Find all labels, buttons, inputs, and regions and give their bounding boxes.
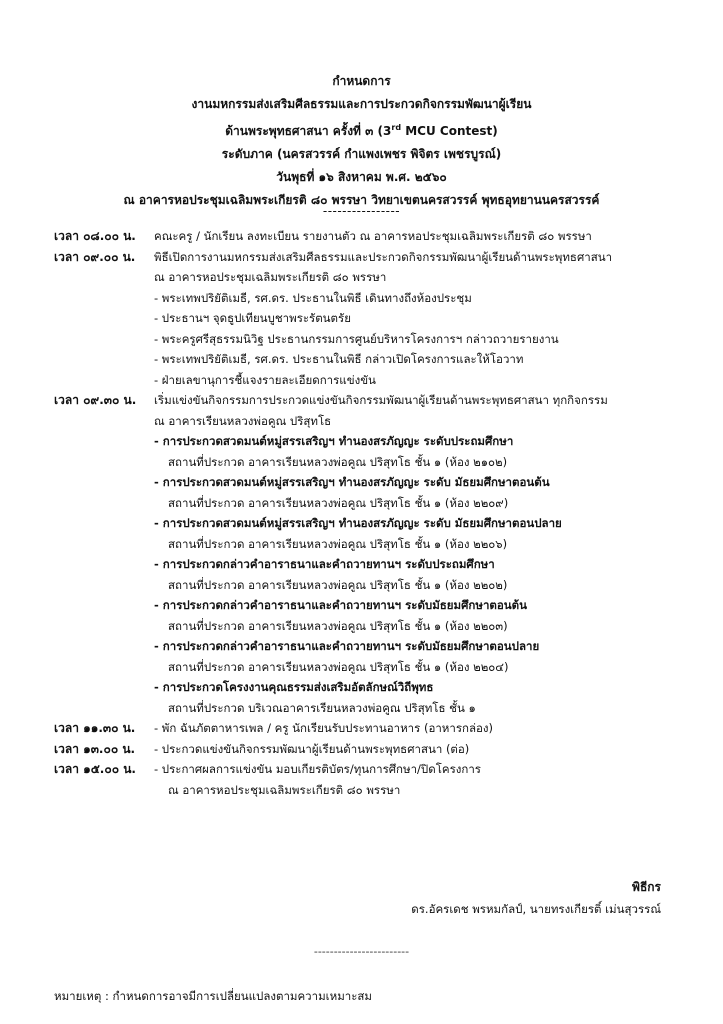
slot-time: เวลา ๐๙.๓๐ น. xyxy=(54,393,137,407)
slot-time: เวลา ๐๘.๐๐ น. xyxy=(54,229,136,243)
slot-location: ณ อาคารเรียนหลวงพ่อคูณ ปริสุทโธ xyxy=(154,413,332,428)
slot-text: - ประกาศผลการแข่งขัน มอบเกียรติบัตร/ทุนการศึกษา/ปิดโครงการ xyxy=(154,762,481,776)
contest-venue: สถานที่ประกวด อาคารเรียนหลวงพ่อคูณ ปริสุทโธ ชั้น ๑ (ห้อง ๒๑๐๒) xyxy=(168,454,508,469)
event-name: งานมหกรรมส่งเสริมศีลธรรมและการประกวดกิจกรรมพัฒนาผู้เรียน xyxy=(191,97,532,111)
footer-divider: ------------------------ xyxy=(313,945,410,958)
header-divider: ---------------- xyxy=(322,204,401,218)
contest-venue: สถานที่ประกวด อาคารเรียนหลวงพ่อคูณ ปริสุทโธ ชั้น ๑ (ห้อง ๒๒๐๔) xyxy=(168,659,509,674)
event-level: ระดับภาค (นครสวรรค์ กำแพงเพชร พิจิตร เพชรบูรณ์) xyxy=(221,147,502,161)
slot-time: เวลา ๑๓.๐๐ น. xyxy=(54,741,136,756)
mc-block xyxy=(411,876,661,920)
slot-text: - ประกวดแข่งขันกิจกรรมพัฒนาผู้เรียนด้านพระพุทธศาสนา (ต่อ) xyxy=(154,741,470,756)
contest-venue: สถานที่ประกวด บริเวณอาคารเรียนหลวงพ่อคูณ ปริสุทโธ ชั้น ๑ xyxy=(168,700,476,715)
contest-venue: สถานที่ประกวด อาคารเรียนหลวงพ่อคูณ ปริสุทโธ ชั้น ๑ (ห้อง ๒๒๐๙) xyxy=(168,495,509,510)
slot-text: - พัก ฉันภัตตาหารเพล / ครู นักเรียนรับประทานอาหาร (อาหารกล่อง) xyxy=(154,721,494,735)
contest-venue: สถานที่ประกวด อาคารเรียนหลวงพ่อคูณ ปริสุทโธ ชั้น ๑ (ห้อง ๒๒๐๓) xyxy=(168,618,508,633)
slot-time: เวลา ๐๙.๐๐ น. xyxy=(54,249,136,264)
slot-text: พิธีเปิดการงานมหกรรมส่งเสริมศีลธรรมและประกวดกิจกรรมพัฒนาผู้เรียนด้านพระพุทธศาสนา xyxy=(154,249,613,264)
slot-time: เวลา ๑๕.๐๐ น. xyxy=(54,762,136,776)
contest-title: - การประกวดสวดมนต์หมู่สรรเสริญฯ ทำนองสรภัญญะ ระดับ มัธยมศึกษาตอนปลาย xyxy=(154,516,562,530)
contest-title: - การประกวดสวดมนต์หมู่สรรเสริญฯ ทำนองสรภัญญะ ระดับประถมศึกษา xyxy=(154,434,514,448)
contest-title: - การประกวดกล่าวคำอาราธนาและคำถวายทานฯ ระดับมัธยมศึกษาตอนปลาย xyxy=(154,639,540,653)
agenda-slot-1500 xyxy=(54,759,694,800)
contest-title: - การประกวดกล่าวคำอาราธนาและคำถวายทานฯ ระดับประถมศึกษา xyxy=(154,557,495,571)
slot-location: ณ อาคารหอประชุมเฉลิมพระเกียรติ ๘๐ พรรษา xyxy=(154,270,387,284)
document-header xyxy=(0,70,723,212)
ceremony-step: - พระเทพปริยัติเมธี, รศ.ดร. ประธานในพิธี กล่าวเปิดโครงการและให้โอวาท xyxy=(154,352,524,366)
slot-text: เริ่มแข่งขันกิจกรรมการประกวดแข่งขันกิจกรรมพัฒนาผู้เรียนด้านพระพุทธศาสนา ทุกกิจกรรม xyxy=(154,393,608,407)
slot-text: คณะครู / นักเรียน ลงทะเบียน รายงานตัว ณ อาคารหอประชุมเฉลิมพระเกียรติ ๘๐ พรรษา xyxy=(154,229,592,243)
agenda-slot-0930 xyxy=(54,390,694,718)
contest-title: - การประกวดโครงงานคุณธรรมส่งเสริมอัตลักษณ์วิถีพุทธ xyxy=(154,680,434,694)
ceremony-step: - พระครูศรีสุธรรมนิวิฐ ประธานกรรมการศูนย์บริหารโครงการฯ กล่าวถวายรายงาน xyxy=(154,331,559,346)
contest-title: - การประกวดกล่าวคำอาราธนาและคำถวายทานฯ ระดับมัธยมศึกษาตอนต้น xyxy=(154,598,527,612)
document-title: กำหนดการ xyxy=(332,74,391,88)
event-date: วันพุธที่ ๑๖ สิงหาคม พ.ศ. ๒๕๖๐ xyxy=(276,170,447,184)
contest-venue: สถานที่ประกวด อาคารเรียนหลวงพ่อคูณ ปริสุทโธ ชั้น ๑ (ห้อง ๒๒๐๖) xyxy=(168,536,508,551)
event-venue: ณ อาคารหอประชุมเฉลิมพระเกียรติ ๘๐ พรรษา วิทยาเขตนครสวรรค์ พุทธอุทยานนครสวรรค์ xyxy=(123,193,600,207)
mc-names: ดร.อัครเดช พรหมกัลป์, นายทรงเกียรติ์ เม่นสุวรรณ์ xyxy=(411,902,661,916)
mc-title: พิธีกร xyxy=(632,880,661,894)
remark-note: หมายเหตุ : กำหนดการอาจมีการเปลี่ยนแปลงตามความเหมาะสม xyxy=(54,989,373,1003)
ceremony-step: - ฝ่ายเลขานุการชี้แจงรายละเอียดการแข่งขัน xyxy=(154,372,376,387)
ceremony-step: - พระเทพปริยัติเมธี, รศ.ดร. ประธานในพิธี เดินทางถึงห้องประชุม xyxy=(154,290,472,305)
event-subject-pre: ด้านพระพุทธศาสนา ครั้งที่ ๓ (3 xyxy=(225,124,392,138)
slot-time: เวลา ๑๑.๓๐ น. xyxy=(54,721,136,735)
agenda-slot-1300 xyxy=(54,739,694,760)
ceremony-step: - ประธานฯ จุดธูปเทียนบูชาพระรัตนตรัย xyxy=(154,311,351,325)
contest-title: - การประกวดสวดมนต์หมู่สรรเสริญฯ ทำนองสรภัญญะ ระดับ มัธยมศึกษาตอนต้น xyxy=(154,475,550,489)
event-subject-sup: rd xyxy=(391,123,402,132)
agenda-slot-0900 xyxy=(54,247,694,391)
agenda-slot-1130 xyxy=(54,718,694,739)
agenda xyxy=(54,226,694,800)
agenda-slot-0800 xyxy=(54,226,694,247)
event-subject xyxy=(0,116,723,143)
event-subject-post: MCU Contest) xyxy=(401,124,498,138)
slot-location: ณ อาคารหอประชุมเฉลิมพระเกียรติ ๘๐ พรรษา xyxy=(168,782,401,797)
contest-venue: สถานที่ประกวด อาคารเรียนหลวงพ่อคูณ ปริสุทโธ ชั้น ๑ (ห้อง ๒๒๐๒) xyxy=(168,577,508,592)
